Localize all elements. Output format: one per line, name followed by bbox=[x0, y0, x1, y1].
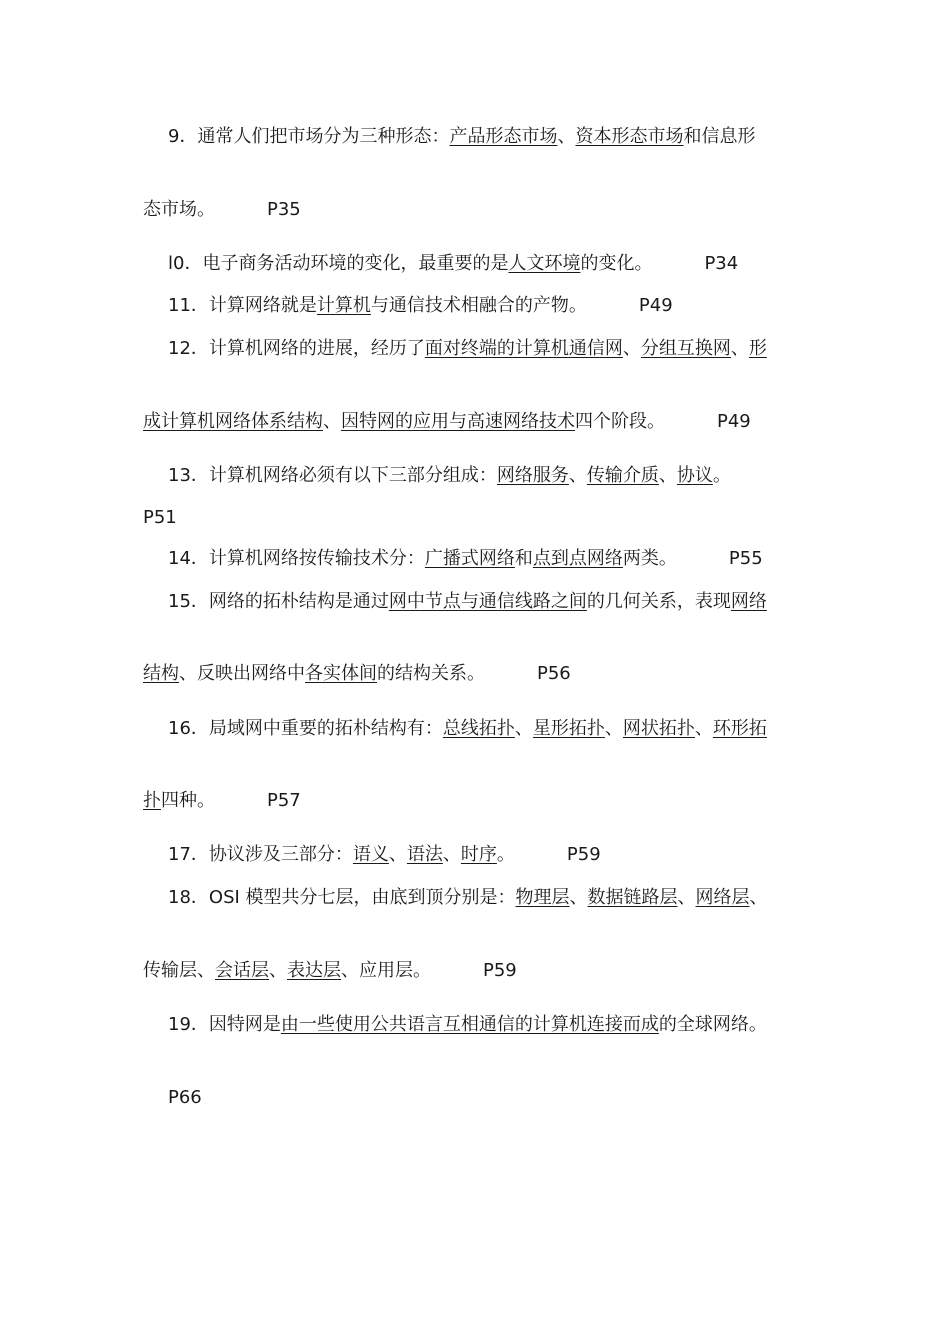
underlined-term: 形 bbox=[748, 338, 767, 359]
underlined-term: 物理层 bbox=[515, 887, 570, 908]
underlined-term: 点到点网络 bbox=[532, 548, 623, 569]
page-reference: P35 bbox=[267, 199, 301, 220]
text-segment: 、反映出网络中 bbox=[179, 663, 305, 684]
text-line bbox=[168, 590, 767, 614]
text-segment: 、 bbox=[323, 411, 341, 432]
text-line bbox=[168, 1086, 202, 1110]
text-segment: 16．局域网中重要的拓朴结构有： bbox=[168, 718, 443, 739]
page-reference: P34 bbox=[704, 253, 739, 274]
text-line bbox=[168, 886, 768, 910]
underlined-term: 网络 bbox=[730, 591, 767, 612]
underlined-term: 网中节点与通信线路之间 bbox=[388, 591, 587, 612]
text-segment: 、应用层。 bbox=[341, 960, 431, 981]
underlined-term: 广播式网络 bbox=[424, 548, 515, 569]
page-reference: P57 bbox=[267, 790, 301, 811]
text-segment: 14．计算机网络按传输技术分： bbox=[168, 548, 425, 569]
underlined-term: 数据链路层 bbox=[587, 887, 678, 908]
text-line bbox=[143, 789, 301, 813]
underlined-term: 总线拓扑 bbox=[442, 718, 515, 739]
underlined-term: 结构 bbox=[143, 663, 179, 684]
text-line bbox=[143, 198, 301, 222]
text-line bbox=[168, 547, 763, 571]
text-segment: 、 bbox=[569, 887, 588, 908]
text-segment: 四种。 bbox=[161, 790, 215, 811]
text-segment: 的全球网络。 bbox=[658, 1014, 767, 1035]
text-segment: 、 bbox=[622, 338, 641, 359]
page-reference: P49 bbox=[638, 295, 673, 316]
text-segment: 19．因特网是 bbox=[168, 1014, 281, 1035]
underlined-term: 表达层 bbox=[287, 960, 341, 981]
text-segment: 与通信技术相融合的产物。 bbox=[370, 295, 587, 316]
text-segment: 11．计算网络就是 bbox=[168, 295, 317, 316]
page-reference: P56 bbox=[537, 663, 571, 684]
text-segment: 、 bbox=[269, 960, 287, 981]
text-segment: 、 bbox=[658, 465, 677, 486]
page-reference: P66 bbox=[168, 1087, 202, 1108]
page-reference: P55 bbox=[728, 548, 763, 569]
page-reference: P59 bbox=[566, 844, 601, 865]
text-segment: 、 bbox=[749, 887, 768, 908]
text-segment: 的变化。 bbox=[580, 253, 653, 274]
text-segment: 的几何关系，表现 bbox=[586, 591, 731, 612]
underlined-term: 资本形态市场 bbox=[575, 126, 684, 147]
text-segment: 、 bbox=[730, 338, 749, 359]
text-line bbox=[168, 337, 767, 361]
text-segment: 。 bbox=[712, 465, 731, 486]
text-line bbox=[143, 410, 751, 434]
underlined-term: 人文环境 bbox=[508, 253, 581, 274]
text-line bbox=[143, 662, 571, 686]
underlined-term: 时序 bbox=[460, 844, 497, 865]
underlined-term: 网状拓扑 bbox=[622, 718, 695, 739]
text-segment: 态市场。 bbox=[143, 199, 215, 220]
text-segment: 、 bbox=[514, 718, 533, 739]
text-segment: 和 bbox=[514, 548, 533, 569]
text-line bbox=[168, 252, 738, 276]
text-segment: 13．计算机网络必须有以下三部分组成： bbox=[168, 465, 497, 486]
text-segment: 的结构关系。 bbox=[377, 663, 485, 684]
text-line bbox=[168, 717, 767, 741]
page-reference: P51 bbox=[143, 507, 177, 528]
underlined-term: 星形拓扑 bbox=[532, 718, 605, 739]
text-segment: 15．网络的拓朴结构是通过 bbox=[168, 591, 389, 612]
underlined-term: 成计算机网络体系结构 bbox=[143, 411, 323, 432]
underlined-term: 传输介质 bbox=[586, 465, 659, 486]
text-line bbox=[168, 294, 673, 318]
underlined-term: 产品形态市场 bbox=[449, 126, 558, 147]
text-segment: 、 bbox=[604, 718, 623, 739]
underlined-term: 网络层 bbox=[695, 887, 750, 908]
text-segment: l0．电子商务活动环境的变化，最重要的是 bbox=[168, 253, 509, 274]
text-segment: 、 bbox=[694, 718, 713, 739]
text-segment: 和信息形 bbox=[683, 126, 756, 147]
text-segment: 、 bbox=[557, 126, 576, 147]
text-segment: 、 bbox=[388, 844, 407, 865]
underlined-term: 因特网的应用与高速网络技术 bbox=[341, 411, 575, 432]
text-line bbox=[143, 959, 517, 983]
text-segment: 18．OSI 模型共分七层，由底到顶分别是： bbox=[168, 887, 516, 908]
text-segment: 、 bbox=[677, 887, 696, 908]
underlined-term: 由一些使用公共语言互相通信的计算机连接而成 bbox=[280, 1014, 659, 1035]
underlined-term: 协议 bbox=[676, 465, 713, 486]
underlined-term: 会话层 bbox=[215, 960, 269, 981]
text-line bbox=[168, 843, 601, 867]
text-line bbox=[143, 506, 177, 530]
text-segment: 两类。 bbox=[622, 548, 677, 569]
underlined-term: 环形拓 bbox=[712, 718, 767, 739]
text-segment: 、 bbox=[568, 465, 587, 486]
text-segment: 12．计算机网络的进展，经历了 bbox=[168, 338, 425, 359]
text-segment: 四个阶段。 bbox=[575, 411, 665, 432]
underlined-term: 分组互换网 bbox=[640, 338, 731, 359]
underlined-term: 各实体间 bbox=[305, 663, 377, 684]
page-reference: P59 bbox=[483, 960, 517, 981]
page-reference: P49 bbox=[717, 411, 751, 432]
text-segment: 传输层、 bbox=[143, 960, 215, 981]
text-segment: 17．协议涉及三部分： bbox=[168, 844, 353, 865]
text-segment: 、 bbox=[442, 844, 461, 865]
underlined-term: 面对终端的计算机通信网 bbox=[424, 338, 623, 359]
underlined-term: 计算机 bbox=[316, 295, 371, 316]
underlined-term: 语法 bbox=[406, 844, 443, 865]
underlined-term: 扑 bbox=[143, 790, 161, 811]
text-segment: 。 bbox=[496, 844, 515, 865]
text-line bbox=[168, 1013, 767, 1037]
text-segment: 9．通常人们把市场分为三种形态： bbox=[168, 126, 450, 147]
text-line bbox=[168, 464, 731, 488]
text-line bbox=[168, 125, 755, 149]
underlined-term: 网络服务 bbox=[496, 465, 569, 486]
underlined-term: 语义 bbox=[352, 844, 389, 865]
